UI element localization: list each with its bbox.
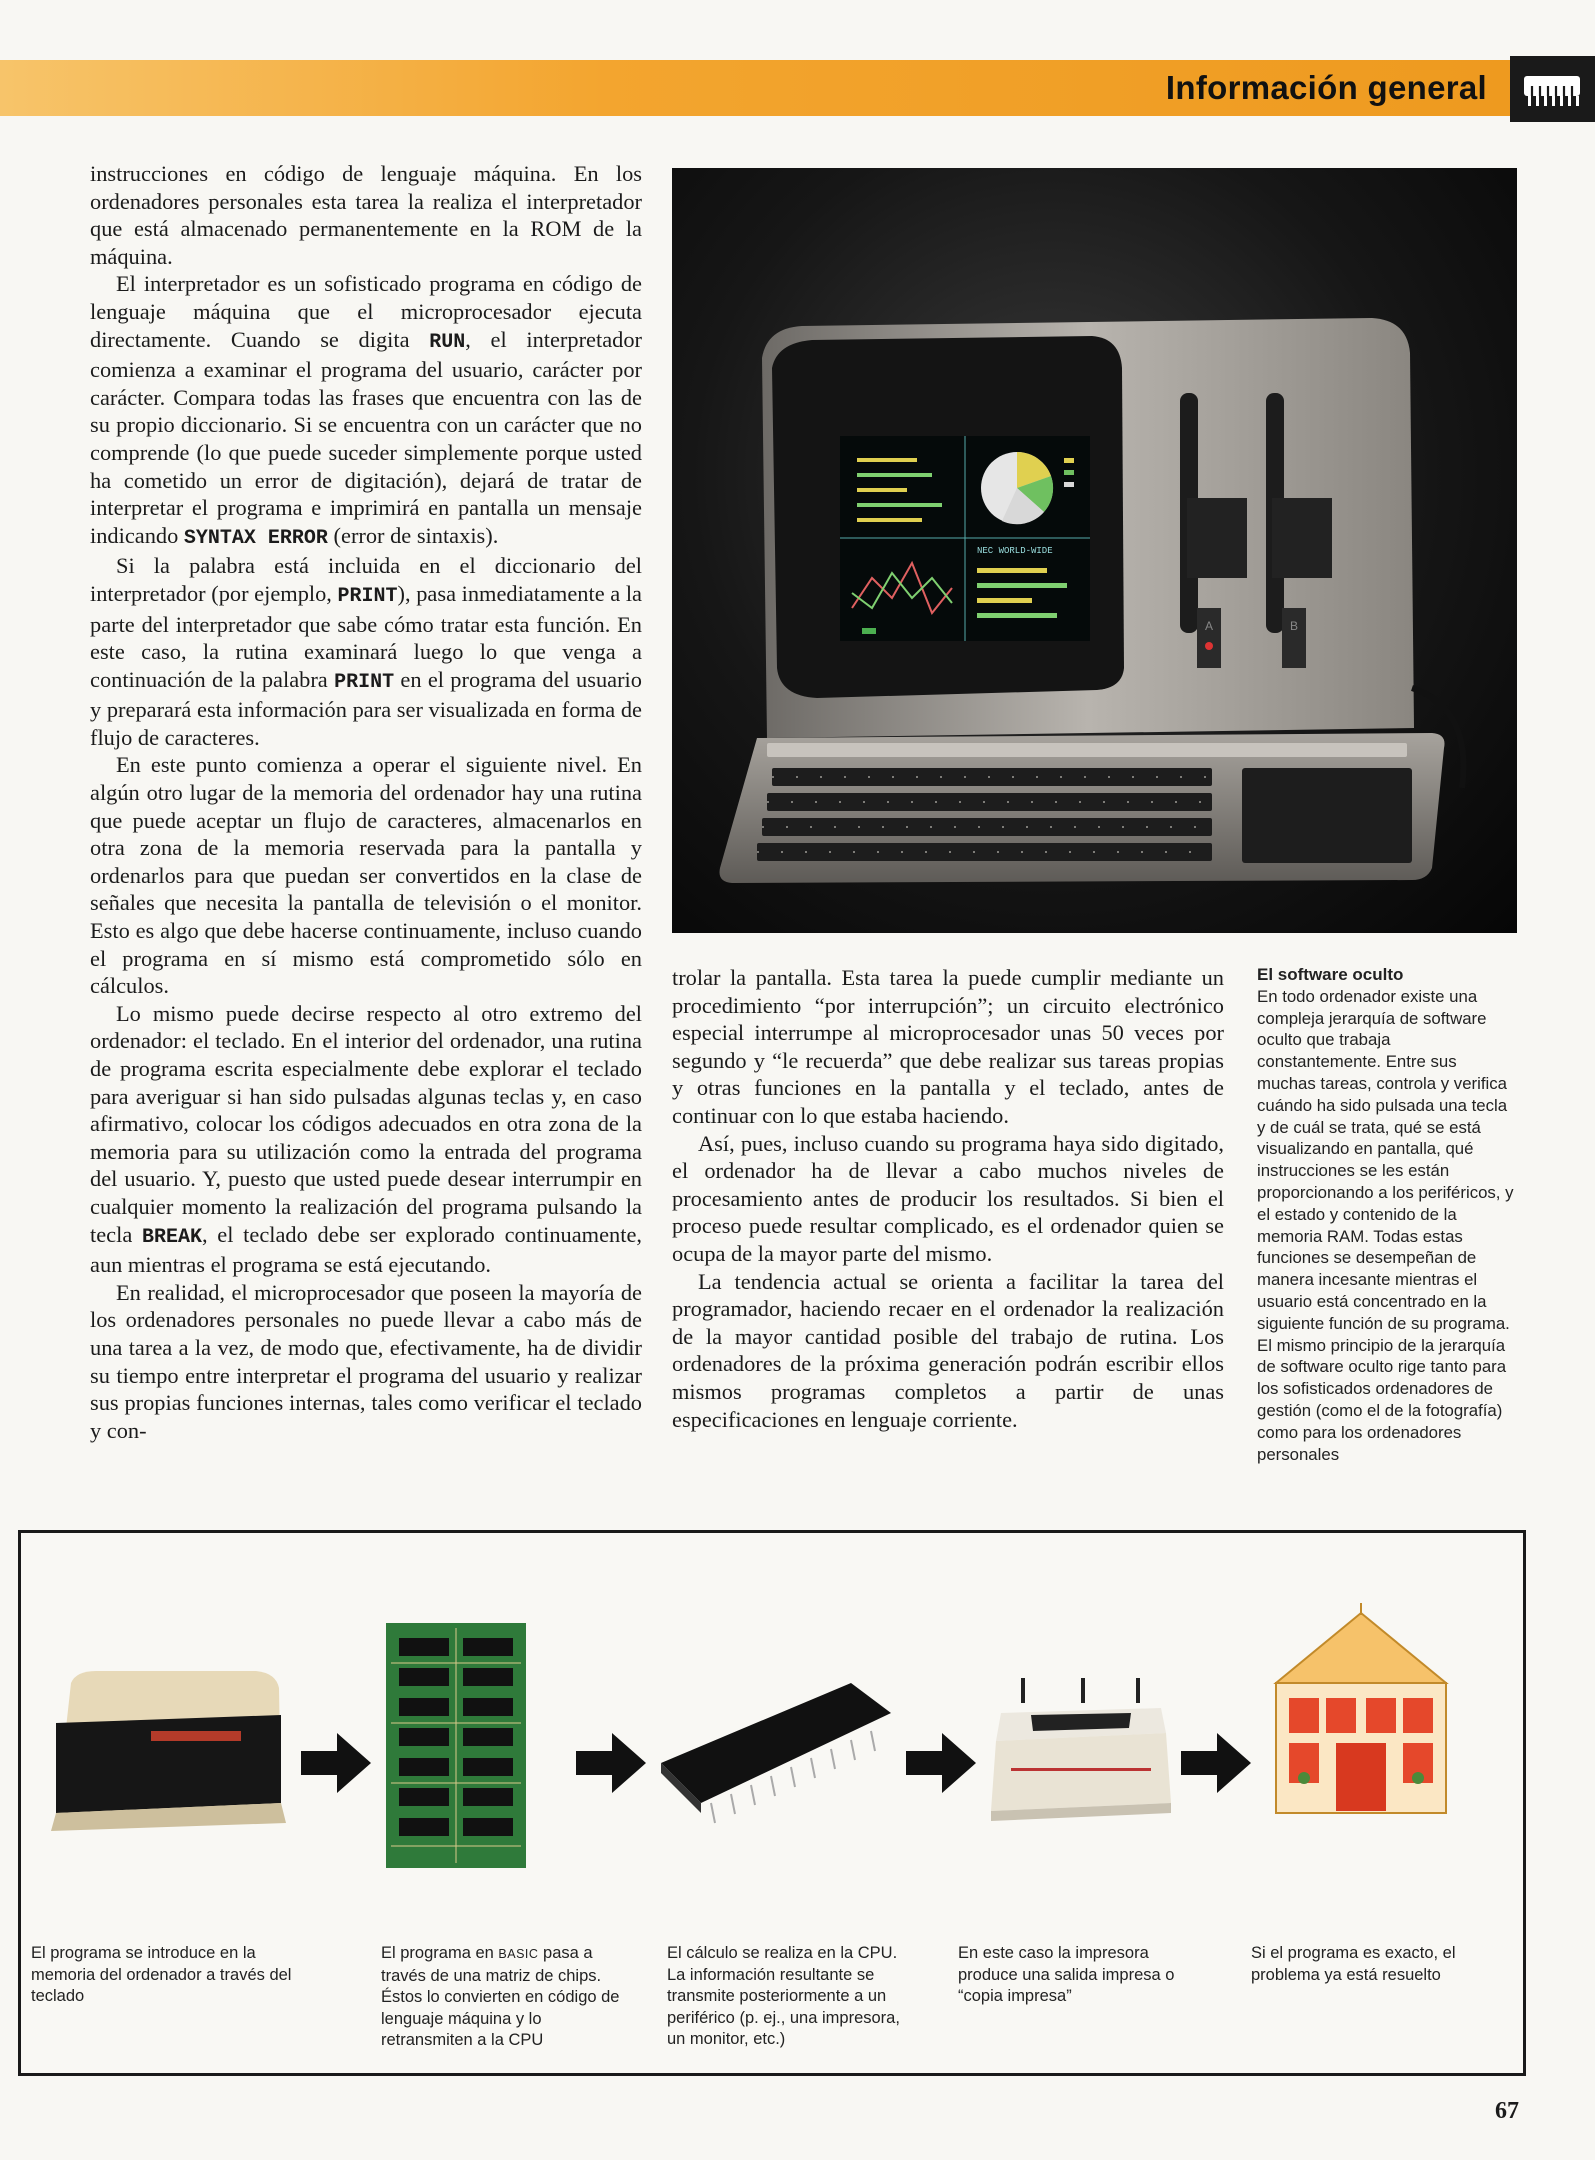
keyboard-icon (1522, 72, 1582, 108)
section-title: Información general (1165, 69, 1487, 106)
left-text-column (90, 160, 642, 1444)
keyword-break: BREAK (141, 1225, 202, 1249)
step-chip-matrix (381, 1618, 531, 1878)
home-computer-icon (41, 1653, 291, 1843)
text-run: , el teclado debe ser explorado continuamente, aun mientras el programa se está ejecutando. (90, 1221, 642, 1278)
paragraph: trolar la pantalla. Esta tarea la puede cumplir mediante un procedimiento “por interrupción”; un circuito electrónico especial interrumpe al microprocesador unas 50 veces por segundo y “le recuerda” que debe realizar sus tareas propias y otras funciones en la pantalla y el teclado, antes de continuar con lo que estaba haciendo. (672, 965, 1224, 1128)
text-run: El interpretador es un sofisticado programa en código de lenguaje máquina que el microprocesador ejecuta directamente. Cuando se digita (90, 271, 642, 352)
sidebar-title: El software oculto (1257, 965, 1404, 984)
keyword-run: RUN (429, 330, 466, 354)
arrow-icon (301, 1733, 371, 1798)
drive-label-a: A (1205, 619, 1214, 633)
paragraph: En realidad, el microprocesador que poseen la mayoría de los ordenadores personales no puede llevar a cabo más de una tarea a la vez, de modo que, efectivamente, ha de dividir su tiempo entre interpretar el programa del usuario y realizar sus propias funciones internas, tales como verificar el teclado y con- (90, 1279, 642, 1443)
cpu-chip-icon (651, 1663, 901, 1833)
paragraph: La tendencia actual se orienta a facilitar la tarea del programador, haciendo recaer en el ordenador la realización de la mayor cantidad posible del trabajo de rutina. Los ordenadores de la próxima generación podrán escribir ellos mismos programas completos a partir de unas especificaciones en lenguaje corriente. (672, 1268, 1224, 1432)
keyword-print: PRINT (334, 670, 395, 694)
caption-text: El cálculo se realiza en la CPU. La información resultante se transmite posteriormente a un periférico (p. ej., una impresora, un monitor, etc.) (667, 1944, 900, 2048)
sidebar-caption (1257, 964, 1515, 1465)
keyword-syntax-error: SYNTAX ERROR (183, 526, 328, 550)
caption-text: pasa a través de una matriz de chips. Éstos lo convierten en código de lenguaje máquina y lo retransmiten a la CPU (381, 1944, 620, 2049)
step-solved-building (1261, 1603, 1461, 1838)
middle-text-column (672, 964, 1224, 1433)
page-number: 67 (1495, 2098, 1519, 2124)
paragraph (90, 1000, 642, 1279)
process-diagram (18, 1530, 1526, 2076)
paragraph (90, 270, 642, 552)
section-logo (1510, 56, 1595, 122)
text-run: ), pasa inmediatamente a la parte del interpretador que sabe cómo tratar esta función. En este caso, la rutina examinará luego lo que venga a continuación de la palabra (90, 580, 642, 692)
caption-step-1 (31, 1943, 293, 2008)
caption-text: El programa en (381, 1944, 494, 1962)
greenhouse-icon (1261, 1603, 1461, 1833)
arrow-icon (906, 1733, 976, 1798)
text-run: (error de sintaxis). (333, 522, 499, 548)
paragraph (90, 552, 642, 751)
printer-icon (981, 1673, 1181, 1833)
caption-step-5 (1251, 1943, 1491, 1986)
paragraph: Así, pues, incluso cuando su programa haya sido digitado, el ordenador ha de llevar a cabo muchos niveles de procesamiento antes de producir los resultados. Si bien el proceso puede resultar complicado, es el ordenador quien se ocupa de la mayor parte del mismo. (672, 1130, 1224, 1266)
arrow-icon (1181, 1733, 1251, 1798)
text-run: Si la palabra está incluida en el diccionario del interpretador (por ejemplo, (90, 553, 642, 606)
circuit-board-icon (381, 1618, 531, 1873)
caption-step-4 (958, 1943, 1208, 2008)
text-run: , el interpretador comienza a examinar el programa del usuario, carácter por carácter. Compara todas las frases que encuentra con las de su propio diccionario. Si se encuentra con un carácter que no comprende (lo que puede suceder simplemente porque usted ha cometido un error de digitación), dejará de tratar de interpretar el programa e imprimirá en pantalla un mensaje indicando (90, 326, 642, 548)
step-printer (981, 1673, 1181, 1838)
caption-text: En este caso la impresora produce una salida impresa o “copia impresa” (958, 1944, 1175, 2005)
caption-basic-smallcaps: BASIC (498, 1947, 539, 1961)
sidebar-body: En todo ordenador existe una compleja jerarquía de software oculto que trabaja constantemente. Entre sus muchas tareas, controla y verifica cuándo ha sido pulsada una tecla y de cuál se trata, qué se está visualizando en pantalla, qué instrucciones se les están proporcionando a los periféricos, y el estado y contenido de la memoria RAM. Todas estas funciones se desempeñan de manera incesante mientras el usuario está concentrado en la siguiente función de su programa. El mismo principio de la jerarquía de software oculto rige tanto para los sofisticados ordenadores de gestión (como el de la fotografía) como para los ordenadores personales (1257, 986, 1514, 1464)
caption-text: Si el programa es exacto, el problema ya está resuelto (1251, 1944, 1456, 1984)
arrow-icon (576, 1733, 646, 1798)
drive-label-b: B (1290, 619, 1299, 633)
text-run: Lo mismo puede decirse respecto al otro extremo del ordenador: el teclado. En el interior del ordenador, una rutina de programa escrita especialmente debe explorar el teclado para averiguar si han sido pulsadas algunas teclas y, en caso afirmativo, colocar los códigos adecuados en otra zona de la memoria para su utilización como la entrada del programa del usuario. Y, puesto que usted puede desear interrumpir en cualquier momento la realización del programa pulsando la tecla (90, 1000, 642, 1247)
step-home-computer (41, 1653, 291, 1848)
keyword-print: PRINT (337, 584, 398, 608)
caption-step-2 (381, 1943, 621, 2052)
paragraph: En este punto comienza a operar el siguiente nivel. En algún otro lugar de la memoria del ordenador hay una rutina que puede aceptar un flujo de caracteres, almacenarlos en otra zona de la memoria reservada para la pantalla y ordenarlos para que puedan ser convertidos en la clase de señales que necesita la pantalla de televisión o el monitor. Esto es algo que debe hacerse continuamente, incluso cuando el programa en sí mismo está comprometido sólo en cálculos. (90, 752, 642, 999)
caption-text: El programa se introduce en la memoria del ordenador a través del teclado (31, 1944, 292, 2005)
computer-photo (672, 168, 1517, 933)
step-cpu-chip (651, 1663, 901, 1838)
caption-step-3 (667, 1943, 917, 2051)
business-computer-illustration (672, 168, 1517, 933)
text-run: en el programa del usuario y preparará esta información para ser visualizada en forma de flujo de caracteres. (90, 666, 642, 750)
screen-label: NEC WORLD-WIDE (977, 546, 1053, 556)
paragraph: instrucciones en código de lenguaje máquina. En los ordenadores personales esta tarea la realiza el interpretador que está almacenado permanentemente en la ROM de la máquina. (90, 161, 642, 269)
